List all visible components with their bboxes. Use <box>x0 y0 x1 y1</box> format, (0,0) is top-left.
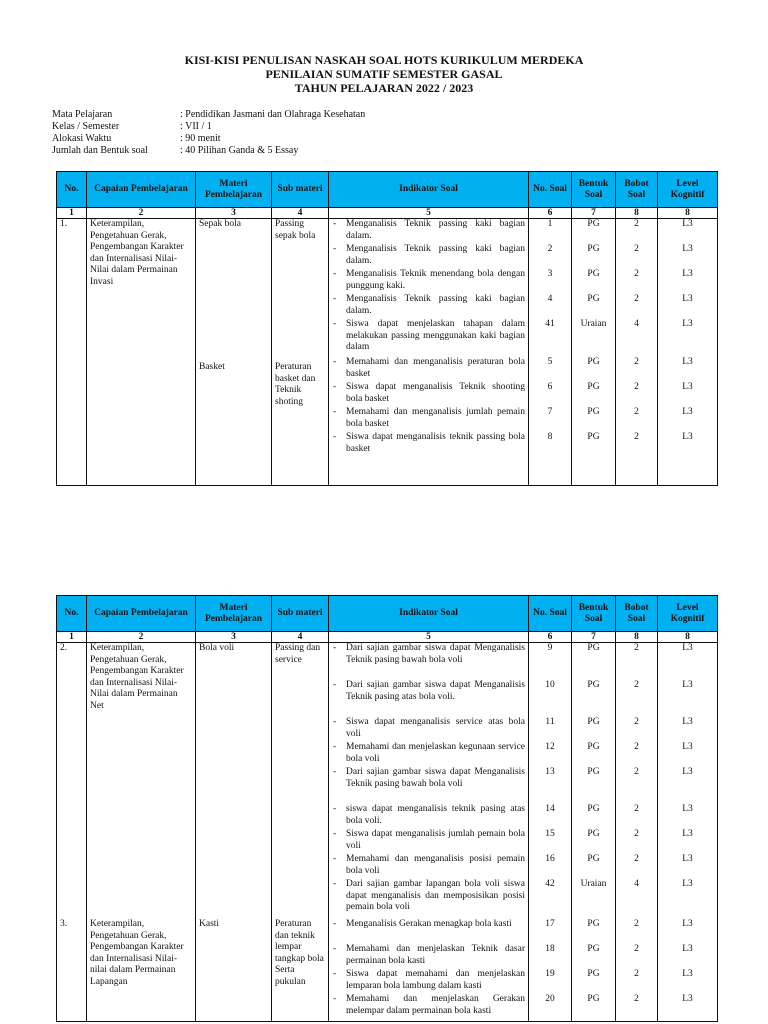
bentuk-value: PG <box>587 407 600 417</box>
bobot-value: 2 <box>634 717 639 727</box>
col-header-sub: Sub materi <box>272 172 329 208</box>
bentuk-value: Uraian <box>580 319 607 329</box>
indikator-item: - Memahami dan menjelaskan Gerakan melempar dalam permainan bola kasti <box>332 994 525 1019</box>
col-header-nosoal: No. Soal <box>529 596 572 632</box>
col-header-materi: Materi Pembelajaran <box>196 596 272 632</box>
nosoal-value: 41 <box>545 319 555 329</box>
nosoal-cell <box>529 643 572 1022</box>
bentuk-value: PG <box>587 994 600 1004</box>
nosoal-value: 5 <box>547 357 553 367</box>
indikator-cell <box>329 219 529 486</box>
bobot-value: 2 <box>634 294 639 304</box>
bobot-value: 2 <box>634 244 639 254</box>
col-header-no: No. <box>57 172 87 208</box>
col-number: 2 <box>87 632 196 643</box>
bobot-value: 2 <box>634 767 639 777</box>
indikator-item: - Siswa dapat memahami dan menjelaskan lemparan bola lambung dalam kasti <box>332 969 525 994</box>
level-cell <box>658 643 718 1022</box>
bobot-value: 2 <box>634 919 639 929</box>
col-number: 7 <box>572 632 616 643</box>
nosoal-value: 8 <box>547 432 553 442</box>
capaian-label: Keterampilan, Pengetahuan Gerak, Pengembangan Karakter dan Internalisasi Nilai-Nilai dalam Permainan Net <box>90 643 184 711</box>
level-value: L3 <box>682 717 693 727</box>
indikator-item: - Siswa dapat menjelaskan tahapan dalam melakukan passing menggunakan kaki bagian dalam <box>332 319 525 357</box>
bobot-value: 2 <box>634 680 639 690</box>
indikator-item: - Menganalisis Teknik menendang bola dengan punggung kaki. <box>332 269 525 294</box>
capaian-cell <box>87 643 196 1022</box>
indikator-item: - Siswa dapat menganalisis teknik passing bola basket <box>332 432 525 457</box>
nosoal-value: 17 <box>545 919 555 929</box>
col-number: 1 <box>57 208 87 219</box>
row-no: 1. <box>57 219 87 486</box>
level-value: L3 <box>682 319 693 329</box>
nosoal-value: 3 <box>547 269 553 279</box>
bentuk-value: PG <box>587 829 600 839</box>
nosoal-value: 20 <box>545 994 555 1004</box>
capaian-label: Keterampilan, Pengetahuan Gerak, Pengembangan Karakter dan Internalisasi Nilai-nilai dalam Permainan Lapangan <box>90 919 184 987</box>
bentuk-value: PG <box>587 269 600 279</box>
level-value: L3 <box>682 432 693 442</box>
sub-cell <box>272 643 329 1022</box>
meta-row-count <box>52 145 298 157</box>
nosoal-value: 4 <box>547 294 553 304</box>
indikator-cell <box>329 643 529 1022</box>
nosoal-value: 6 <box>547 382 553 392</box>
bobot-value: 2 <box>634 969 639 979</box>
meta-row-class <box>52 121 212 133</box>
indikator-item: - Menganalisis Teknik passing kaki bagian dalam. <box>332 244 525 269</box>
bentuk-value: PG <box>587 767 600 777</box>
indikator-item: - Menganalisis Teknik passing kaki bagian dalam. <box>332 219 525 244</box>
indikator-item: - Memahami dan menjelaskan Teknik dasar permainan bola kasti <box>332 944 525 969</box>
bentuk-value: PG <box>587 804 600 814</box>
level-value: L3 <box>682 854 693 864</box>
level-value: L3 <box>682 944 693 954</box>
bobot-value: 4 <box>634 879 639 889</box>
sub-label: Passing dan service <box>275 643 321 665</box>
bobot-value: 2 <box>634 432 639 442</box>
sub-label: Peraturan basket dan Teknik shoting <box>275 362 316 407</box>
level-value: L3 <box>682 919 693 929</box>
column-number-row <box>57 632 718 643</box>
level-value: L3 <box>682 804 693 814</box>
row-no-label: 2. <box>60 643 68 653</box>
meta-value: : Pendidikan Jasmani dan Olahraga Kesehatan <box>180 109 366 120</box>
bobot-value: 2 <box>634 742 639 752</box>
bentuk-value: PG <box>587 944 600 954</box>
bentuk-value: PG <box>587 742 600 752</box>
header-row <box>57 172 718 208</box>
col-number: 8 <box>616 632 658 643</box>
bentuk-value: PG <box>587 432 600 442</box>
column-number-row <box>57 208 718 219</box>
nosoal-value: 19 <box>545 969 555 979</box>
bobot-value: 4 <box>634 319 639 329</box>
col-header-level: Level Kognitif <box>658 172 718 208</box>
bentuk-value: PG <box>587 382 600 392</box>
meta-row-subject <box>52 109 365 121</box>
nosoal-value: 16 <box>545 854 555 864</box>
meta-value: : 40 Pilihan Ganda & 5 Essay <box>180 145 299 156</box>
level-cell <box>658 219 718 486</box>
col-number: 3 <box>196 632 272 643</box>
bobot-cell <box>616 643 658 1022</box>
level-value: L3 <box>682 829 693 839</box>
col-header-materi: Materi Pembelajaran <box>196 172 272 208</box>
bentuk-cell <box>572 643 616 1022</box>
bentuk-value: PG <box>587 969 600 979</box>
level-value: L3 <box>682 219 693 229</box>
bentuk-value: PG <box>587 717 600 727</box>
bentuk-value: PG <box>587 219 600 229</box>
bobot-cell <box>616 219 658 486</box>
indikator-item: - Memahami dan menjelaskan kegunaan service bola voli <box>332 742 525 767</box>
bentuk-value: PG <box>587 357 600 367</box>
materi-label: Kasti <box>199 919 220 929</box>
col-number: 5 <box>329 208 529 219</box>
meta-value: : VII / 1 <box>180 121 212 132</box>
level-value: L3 <box>682 269 693 279</box>
row-no-label: 3. <box>60 919 68 929</box>
bobot-value: 2 <box>634 854 639 864</box>
table-row <box>57 643 718 1022</box>
bobot-value: 2 <box>634 219 639 229</box>
col-number: 5 <box>329 632 529 643</box>
level-value: L3 <box>682 994 693 1004</box>
bobot-value: 2 <box>634 407 639 417</box>
nosoal-value: 11 <box>545 717 555 727</box>
nosoal-value: 15 <box>545 829 555 839</box>
indikator-item: - Dari sajian gambar siswa dapat Menganalisis Teknik pasing bawah bola voli <box>332 767 525 804</box>
col-header-indikator: Indikator Soal <box>329 596 529 632</box>
indikator-item: - Memahami dan menganalisis peraturan bola basket <box>332 357 525 382</box>
col-number: 7 <box>572 208 616 219</box>
row-no <box>57 643 87 1022</box>
sub-label: Passing sepak bola <box>275 219 316 241</box>
level-value: L3 <box>682 879 693 889</box>
bobot-value: 2 <box>634 643 639 653</box>
level-value: L3 <box>682 357 693 367</box>
materi-label: Bola voli <box>199 643 235 653</box>
grid-table-2 <box>56 595 718 1022</box>
col-number: 6 <box>529 632 572 643</box>
level-value: L3 <box>682 382 693 392</box>
indikator-item: - siswa dapat menganalisis teknik pasing atas bola voli. <box>332 804 525 829</box>
level-value: L3 <box>682 643 693 653</box>
indikator-item: - Siswa dapat menganalisis Teknik shooting bola basket <box>332 382 525 407</box>
doc-title-line3: TAHUN PELAJARAN 2022 / 2023 <box>294 81 474 95</box>
level-value: L3 <box>682 244 693 254</box>
sub-label: Peraturan dan teknik lempar tangkap bola Serta pukulan <box>275 919 324 987</box>
col-header-no: No. <box>57 596 87 632</box>
indikator-item: - Dari sajian gambar siswa dapat Menganalisis Teknik pasing bawah bola voli <box>332 643 525 680</box>
level-value: L3 <box>682 969 693 979</box>
col-number: 4 <box>272 632 329 643</box>
meta-key: Alokasi Waktu <box>52 133 112 144</box>
col-header-bobot: Bobot Soal <box>616 172 658 208</box>
col-header-bobot: Bobot Soal <box>616 596 658 632</box>
level-value: L3 <box>682 742 693 752</box>
col-header-level: Level Kognitif <box>658 596 718 632</box>
meta-key: Kelas / Semester <box>52 121 120 132</box>
col-number: 8 <box>658 632 718 643</box>
nosoal-value: 7 <box>547 407 553 417</box>
col-header-bentuk: Bentuk Soal <box>572 172 616 208</box>
bobot-value: 2 <box>634 944 639 954</box>
indikator-item: - Menganalisis Teknik passing kaki bagian dalam. <box>332 294 525 319</box>
bobot-value: 2 <box>634 804 639 814</box>
nosoal-value: 14 <box>545 804 555 814</box>
bobot-value: 2 <box>634 994 639 1004</box>
bobot-value: 2 <box>634 269 639 279</box>
materi-label: Basket <box>199 362 225 372</box>
col-number: 6 <box>529 208 572 219</box>
bobot-value: 2 <box>634 382 639 392</box>
doc-title-line2: PENILAIAN SUMATIF SEMESTER GASAL <box>265 67 503 81</box>
indikator-item: - Dari sajian gambar lapangan bola voli siswa dapat menganalisis dan memposisikan posisi pemain bola voli <box>332 879 525 919</box>
nosoal-value: 1 <box>547 219 553 229</box>
col-number: 8 <box>658 208 718 219</box>
col-header-bentuk: Bentuk Soal <box>572 596 616 632</box>
indikator-item: - Memahami dan menganalisis jumlah pemain bola basket <box>332 407 525 432</box>
col-number: 4 <box>272 208 329 219</box>
bentuk-value: PG <box>587 643 600 653</box>
indikator-item: - Memahami dan menganalisis posisi pemain bola voli <box>332 854 525 879</box>
sub-cell <box>272 219 329 486</box>
bentuk-value: PG <box>587 680 600 690</box>
header-row <box>57 596 718 632</box>
nosoal-value: 42 <box>545 879 555 889</box>
level-value: L3 <box>682 767 693 777</box>
doc-title-line1: KISI-KISI PENULISAN NASKAH SOAL HOTS KURIKULUM MERDEKA <box>184 53 584 67</box>
col-header-indikator: Indikator Soal <box>329 172 529 208</box>
nosoal-value: 18 <box>545 944 555 954</box>
bobot-value: 2 <box>634 357 639 367</box>
level-value: L3 <box>682 407 693 417</box>
col-number: 1 <box>57 632 87 643</box>
col-header-capaian: Capaian Pembelajaran <box>87 596 196 632</box>
nosoal-value: 12 <box>545 742 555 752</box>
col-number: 3 <box>196 208 272 219</box>
bentuk-cell <box>572 219 616 486</box>
nosoal-value: 2 <box>547 244 553 254</box>
nosoal-value: 13 <box>545 767 555 777</box>
materi-cell <box>196 219 272 486</box>
meta-key: Mata Pelajaran <box>52 109 113 120</box>
materi-cell <box>196 643 272 1022</box>
bentuk-value: PG <box>587 854 600 864</box>
nosoal-value: 9 <box>547 643 553 653</box>
meta-row-time <box>52 133 221 145</box>
meta-key: Jumlah dan Bentuk soal <box>52 145 148 156</box>
grid-table-1 <box>56 171 718 486</box>
bentuk-value: PG <box>587 919 600 929</box>
bobot-value: 2 <box>634 829 639 839</box>
indikator-item: - Menganalisis Gerakan menagkap bola kasti <box>332 919 525 944</box>
bentuk-value: PG <box>587 294 600 304</box>
indikator-item: - Dari sajian gambar siswa dapat Menganalisis Teknik pasing atas bola voli. <box>332 680 525 717</box>
nosoal-cell <box>529 219 572 486</box>
materi-label: Sepak bola <box>199 219 241 229</box>
meta-value: : 90 menit <box>180 133 221 144</box>
indikator-item: - Siswa dapat menganalisis jumlah pemain bola voli <box>332 829 525 854</box>
col-header-capaian: Capaian Pembelajaran <box>87 172 196 208</box>
col-number: 8 <box>616 208 658 219</box>
col-number: 2 <box>87 208 196 219</box>
col-header-nosoal: No. Soal <box>529 172 572 208</box>
level-value: L3 <box>682 294 693 304</box>
level-value: L3 <box>682 680 693 690</box>
table-row <box>57 219 718 486</box>
col-header-sub: Sub materi <box>272 596 329 632</box>
bentuk-value: Uraian <box>580 879 607 889</box>
capaian-cell: Keterampilan, Pengetahuan Gerak, Pengembangan Karakter dan Internalisasi Nilai-Nilai dalam Permainan Invasi <box>87 219 196 486</box>
nosoal-value: 10 <box>545 680 555 690</box>
bentuk-value: PG <box>587 244 600 254</box>
indikator-item: - Siswa dapat menganalisis service atas bola voli <box>332 717 525 742</box>
